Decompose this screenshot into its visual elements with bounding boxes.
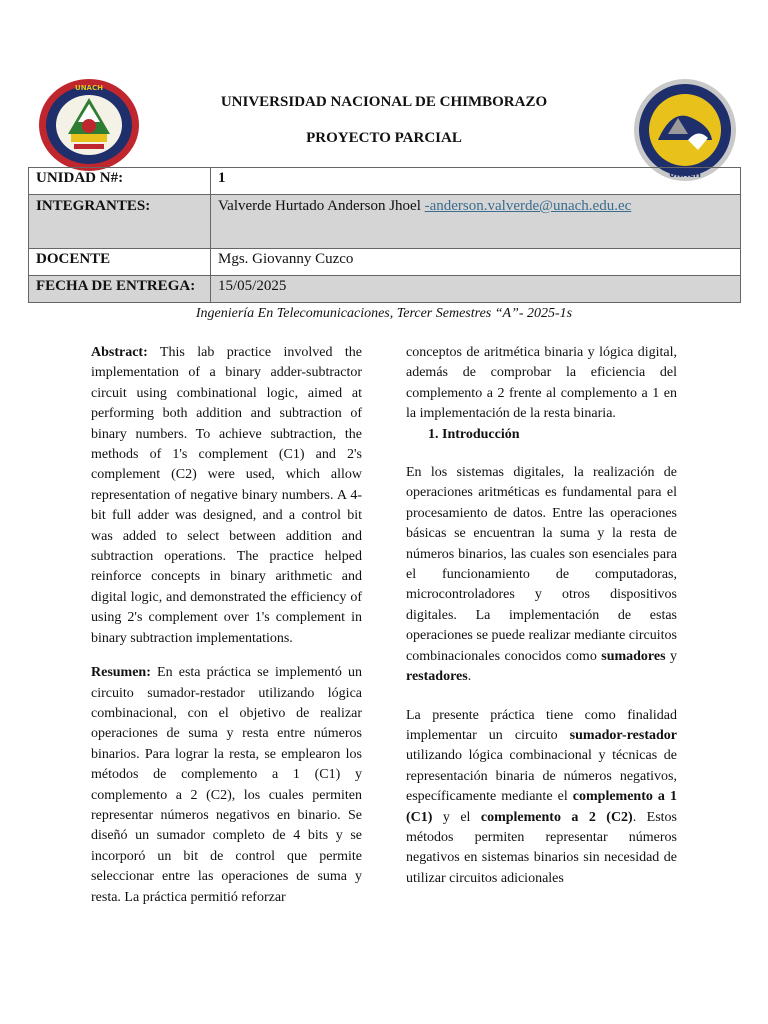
abstract-paragraph	[91, 343, 362, 649]
intro-p2-bold-c2: complemento a 2 (C2)	[480, 809, 633, 825]
document-title: PROYECTO PARCIAL	[306, 130, 462, 146]
abstract-text: This lab practice involved the implementation of a binary adder-subtractor circuit using combinational logic, aimed at performing both addition and subtraction of binary numbers. To achieve subtraction, the methods of 1's complement (C1) and 2's complement (C2) were used, which allow representation of negative binary numbers. A 4-bit full adder was designed, and a control bit was added to select between addition and subtraction operations. The practice helped reinforce concepts in binary arithmetic and digital logic, and demonstrated the efficiency of using 2's complement over 1's complement in binary subtraction implementations.	[91, 345, 362, 646]
right-column	[406, 343, 677, 889]
university-name: UNIVERSIDAD NACIONAL DE CHIMBORAZO	[220, 94, 548, 110]
intro-p2-e: . Estos métodos permiten representar números negativos en sistemas binarios sin necesidad de utilizar circuitos adicionales	[406, 809, 677, 886]
university-seal-logo	[38, 78, 140, 172]
table-row	[29, 249, 741, 276]
intro-p1-text: En los sistemas digitales, la realización de operaciones aritméticas es fundamental para el procesamiento de datos. Entre las operaciones básicas se encuentran la suma y la resta de números binarios, las cuales son esenciales para el funcionamiento de computadoras, microcontroladores y otros dispositivos digitales. La implementación de estas operaciones se puede realizar mediante circuitos combinacionales conocidos como	[406, 465, 677, 664]
resumen-paragraph	[91, 663, 362, 908]
resumen-continuation: conceptos de aritmética binaria y lógica digital, además de comprobar la eficiencia del complemento a 2 frente al complemento a 1 en la implementación de la resta binaria.	[406, 345, 677, 422]
intro-p2-bold-sumador-restador: sumador-restador	[569, 727, 677, 743]
abstract-label: Abstract:	[91, 345, 148, 360]
table-row	[29, 195, 741, 249]
info-table	[28, 167, 741, 303]
unit-label: UNIDAD N#:	[29, 168, 211, 195]
intro-p2-a: La presente práctica tiene como finalidad implementar un circuito	[406, 707, 677, 743]
member-name: Valverde Hurtado Anderson Jhoel	[218, 198, 425, 214]
table-row	[29, 168, 741, 195]
intro-p2-bold-c1: complemento a 1 (C1)	[406, 789, 677, 825]
svg-text:UNACH: UNACH	[669, 170, 701, 179]
intro-paragraph-1	[406, 463, 677, 687]
date-label: FECHA DE ENTREGA:	[29, 276, 211, 303]
intro-p1-bold-sumadores: sumadores	[601, 648, 666, 664]
intro-p1-end: .	[467, 669, 472, 685]
members-value	[211, 195, 741, 249]
resumen-label: Resumen:	[91, 665, 151, 681]
intro-p1-bold-restadores: restadores	[406, 669, 468, 685]
course-subtitle: Ingeniería En Telecomunicaciones, Tercer Semestres “A”- 2025-1s	[195, 306, 573, 321]
teacher-value: Mgs. Giovanny Cuzco	[211, 249, 741, 276]
teacher-label: DOCENTE	[29, 249, 211, 276]
table-row	[29, 276, 741, 303]
svg-text:UNACH: UNACH	[75, 84, 103, 92]
resumen-text: En esta práctica se implementó un circuito sumador-restador utilizando lógica combinacional, con el objetivo de realizar operaciones de suma y resta entre números binarios. Para lograr la resta, se emplearon los métodos de complemento a 1 (C1) y complemento a 2 (C2), los cuales permiten representar números negativos en binario. Se diseñó un sumador completo de 4 bits y se incorporó un bit de control que permite seleccionar entre las operaciones de suma y resta. La práctica permitió reforzar	[91, 665, 362, 905]
unit-value: 1	[211, 168, 741, 195]
members-label: INTEGRANTES:	[29, 195, 211, 249]
member-email-link[interactable]: -anderson.valverde@unach.edu.ec	[424, 198, 632, 214]
intro-p2-c: utilizando lógica combinacional y técnicas de representación binaria de números negativos, específicamente mediante el	[406, 748, 677, 805]
intro-p2-d: y el	[432, 809, 481, 825]
intro-p1-and: y	[665, 648, 677, 664]
intro-paragraph-2	[406, 706, 677, 890]
left-column	[91, 343, 362, 908]
date-value: 15/05/2025	[211, 276, 741, 303]
section-heading-introduccion: 1. Introducción	[428, 426, 520, 442]
